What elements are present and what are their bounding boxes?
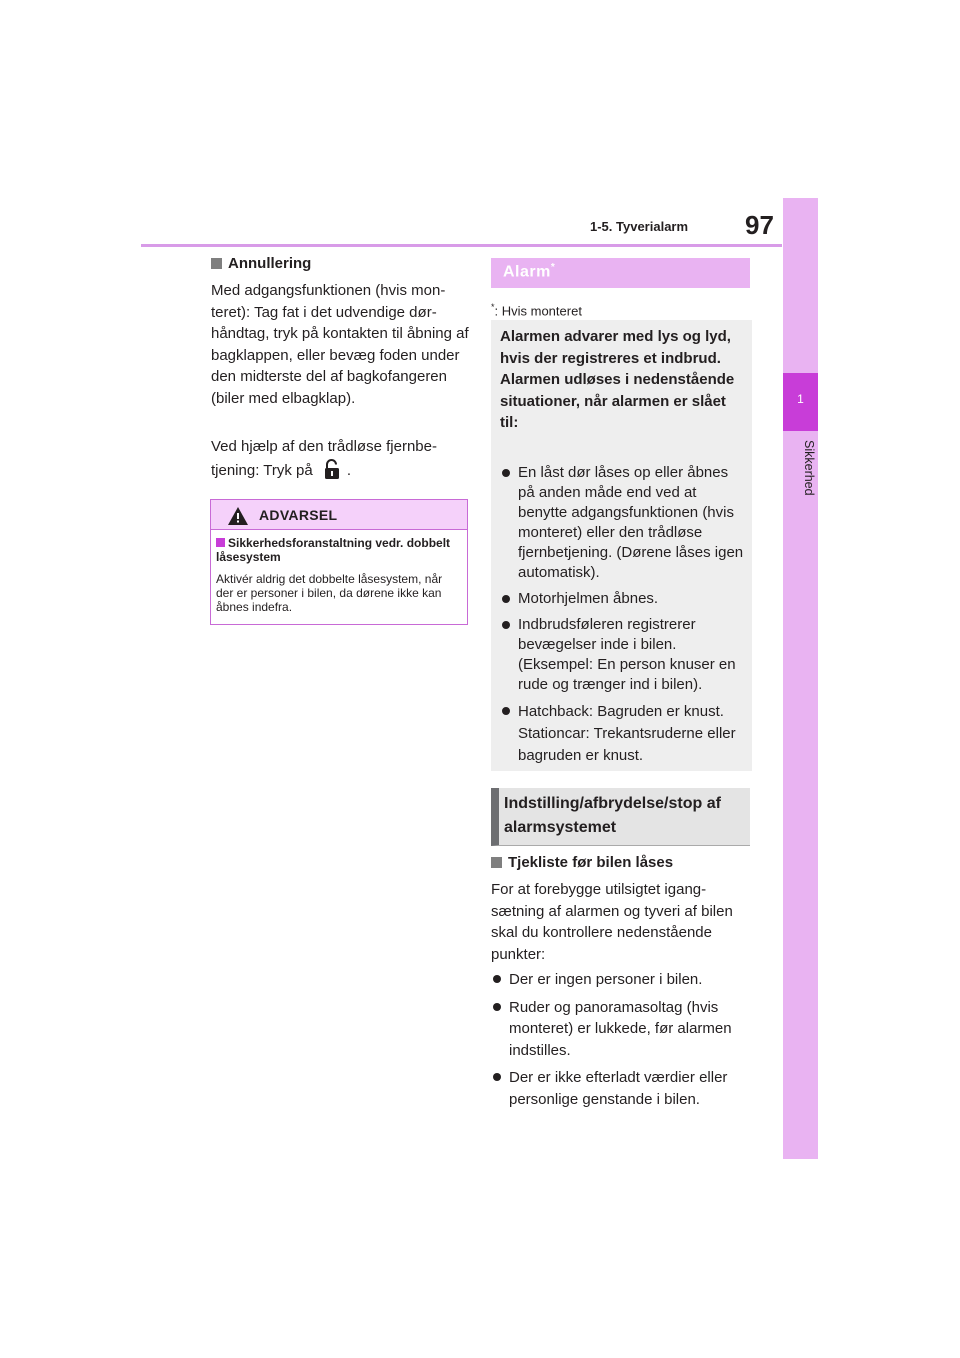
- alarm-bullet-list: [500, 463, 745, 767]
- list-item: En låst dør låses op eller åbnes på anden måde end ved at benytte adgangsfunktionen (hvis monteret) eller den trådløse fjernbetjening. (Dørene låses igen automatisk).: [500, 463, 745, 583]
- alarm-intro: Alarmen advarer med lys og lyd, hvis der registreres et indbrud. Alarmen udløses i nedenstående situationer, når alarmen er slået til:: [500, 328, 735, 431]
- list-item: Ruder og panoramasoltag (hvis monteret) er lukkede, før alarmen indstilles.: [491, 997, 751, 1062]
- warning-text: Aktivér aldrig det dobbelte låsesystem, når der er personer i bilen, da dørene ikke kan åbnes indefra.: [216, 572, 443, 614]
- footnote: [491, 302, 582, 318]
- list-item: Motorhjelmen åbnes.: [500, 589, 745, 609]
- annullering-paragraph: Med adgangsfunktionen (hvis monteret): Tag fat i det udvendige dørhåndtag, tryk på kontakten til åbning af bagklappen, eller bevæg foden under den midterste del af bagkofangeren (biler med elbagklap).: [211, 282, 469, 407]
- heading-square-icon: [491, 857, 502, 868]
- alarm-title: [503, 262, 555, 281]
- warning-triangle-icon: [227, 506, 249, 526]
- alarm-info-box: [491, 320, 752, 771]
- footnote-marker: *: [491, 302, 495, 312]
- alarm-asterisk: *: [550, 262, 556, 273]
- chapter-side-tab: [783, 198, 818, 1159]
- chapter-label: Sikkerhed: [802, 440, 816, 496]
- remote-paragraph-end: .: [346, 461, 352, 479]
- list-item: Der er ikke efterladt værdier eller personlige genstande i bilen.: [491, 1067, 751, 1110]
- list-item: Hatchback: Bagruden er knust. Stationcar: Trekantsruderne eller bagruden er knust.: [500, 701, 745, 767]
- annullering-heading-text: Annullering: [228, 255, 312, 272]
- checklist-heading: [491, 854, 673, 871]
- checklist-bullet-list: [491, 969, 751, 1110]
- list-item: Indbrudsføleren registrerer bevægelser inde i bilen. (Eksempel: En person knuser en rude og trænger ind i bilen).: [500, 615, 745, 695]
- page-number: 97: [745, 210, 774, 240]
- section-title: 1-5. Tyverialarm: [590, 219, 689, 234]
- warning-title: ADVARSEL: [259, 507, 338, 523]
- warning-square-icon: [216, 538, 225, 547]
- warning-box: [210, 499, 468, 625]
- setting-title: Indstilling/afbrydelse/stop af alarmsystemet: [504, 795, 721, 836]
- heading-square-icon: [211, 258, 222, 269]
- alarm-banner: [491, 258, 750, 288]
- warning-subheading-text: Sikkerhedsforanstaltning vedr. dobbelt låsesystem: [216, 536, 451, 564]
- chapter-number: 1: [797, 392, 804, 406]
- remote-paragraph-text: Ved hjælp af den trådløse fjernbetjening: Tryk på: [211, 438, 437, 479]
- warning-subheading: [216, 536, 461, 564]
- unlock-icon: [321, 458, 343, 480]
- setting-banner: [491, 788, 750, 846]
- list-item: Der er ingen personer i bilen.: [491, 969, 751, 991]
- remote-paragraph: [211, 436, 469, 481]
- annullering-heading: [211, 255, 311, 272]
- alarm-title-text: Alarm: [503, 263, 551, 281]
- warning-header: [211, 500, 467, 530]
- checklist-heading-text: Tjekliste før bilen låses: [508, 854, 674, 871]
- checklist-intro: For at forebygge utilsigtet igangsætning af alarmen og tyveri af bilen skal du kontrollere nedenstående punkter:: [491, 881, 733, 963]
- header-rule: [141, 244, 782, 247]
- footnote-text: : Hvis monteret: [494, 303, 582, 319]
